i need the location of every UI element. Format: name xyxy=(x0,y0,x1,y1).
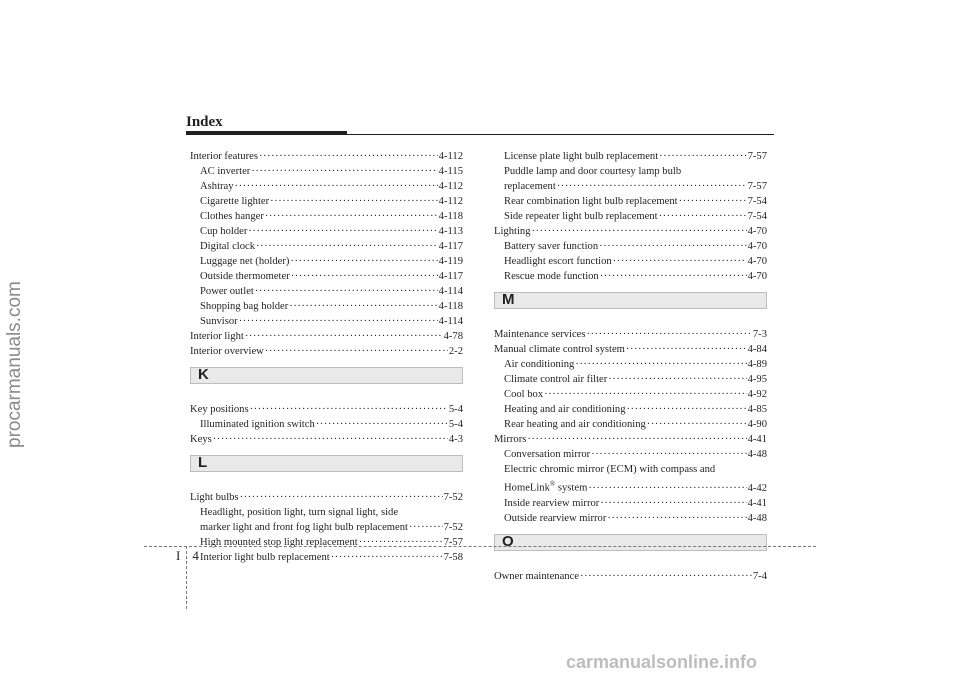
dot-leader xyxy=(291,269,438,284)
entry-label: Cup holder xyxy=(200,226,248,237)
dot-leader xyxy=(316,417,448,432)
entry-label: Climate control air filter xyxy=(504,374,608,385)
index-subentry xyxy=(190,417,463,432)
index-subentry xyxy=(494,511,767,526)
entry-page: 7-4 xyxy=(752,570,767,582)
entry-page: 4-112 xyxy=(438,181,463,192)
entry-label: Shopping bag holder xyxy=(200,301,289,312)
entry-page: 4-85 xyxy=(747,404,767,415)
entry-page: 4-70 xyxy=(747,241,767,252)
index-entry xyxy=(494,342,767,357)
index-subentry xyxy=(190,314,463,329)
entry-page: 4-113 xyxy=(438,226,463,237)
entry-page: 4-41 xyxy=(747,497,767,509)
index-subentry xyxy=(494,149,767,164)
dot-leader xyxy=(580,569,752,584)
entry-page: 7-52 xyxy=(443,522,463,533)
entry-label: Interior light bulb replacement xyxy=(200,552,330,563)
section-letter: M xyxy=(502,291,515,308)
entry-page: 7-57 xyxy=(443,537,463,548)
entry-label: replacement xyxy=(504,181,556,192)
index-subentry xyxy=(190,269,463,284)
index-subentry xyxy=(494,179,767,194)
section-header-m xyxy=(494,292,767,309)
entry-page: 4-70 xyxy=(747,271,767,282)
index-subentry xyxy=(190,194,463,209)
entry-label: Cool box xyxy=(504,389,544,400)
entry-label: Rear heating and air conditioning xyxy=(504,419,646,430)
entry-label: Interior overview xyxy=(190,346,264,357)
entry-label: Mirrors xyxy=(494,434,527,445)
index-subentry xyxy=(190,535,463,550)
index-subentry xyxy=(494,357,767,372)
entry-page: 4-95 xyxy=(747,374,767,385)
entry-page: 5-4 xyxy=(448,404,463,415)
entry-label: Heating and air conditioning xyxy=(504,404,626,415)
dot-leader xyxy=(575,357,746,372)
index-subentry-line: Puddle lamp and door courtesy lamp bulb xyxy=(504,166,682,177)
dot-leader xyxy=(250,402,448,417)
index-subentry xyxy=(494,372,767,387)
dot-leader xyxy=(289,299,437,314)
index-entry xyxy=(494,327,767,342)
dot-leader xyxy=(251,164,437,179)
index-subentry xyxy=(190,299,463,314)
entry-page: 4-114 xyxy=(438,316,463,327)
entry-page: 7-52 xyxy=(443,492,463,503)
entry-label: Rear combination light bulb replacement xyxy=(504,196,678,207)
dot-leader xyxy=(626,342,747,357)
entry-page: 4-84 xyxy=(747,344,767,355)
entry-label: Cigarette lighter xyxy=(200,196,270,207)
dot-leader xyxy=(235,179,438,194)
index-subentry xyxy=(190,209,463,224)
dot-leader xyxy=(588,481,746,496)
entry-label: Inside rearview mirror xyxy=(504,497,600,509)
entry-label: Key positions xyxy=(190,404,249,415)
entry-label: Maintenance services xyxy=(494,329,586,340)
entry-page: 4-117 xyxy=(438,241,463,252)
entry-label: AC inverter xyxy=(200,166,251,177)
index-subentry-line: Headlight, position light, turn signal light, side xyxy=(200,507,399,518)
dot-leader xyxy=(527,432,746,447)
entry-label: marker light and front fog light bulb replacement xyxy=(200,522,408,533)
entry-label: Interior features xyxy=(190,151,258,162)
dot-leader xyxy=(608,372,746,387)
entry-page: 4-89 xyxy=(747,359,767,370)
entry-label: Battery saver function xyxy=(504,241,599,252)
entry-label: Manual climate control system xyxy=(494,344,625,355)
entry-page: 4-112 xyxy=(438,196,463,207)
dot-leader xyxy=(647,417,747,432)
entry-label: Air conditioning xyxy=(504,359,575,370)
entry-label: Clothes hanger xyxy=(200,211,264,222)
entry-page: 4-117 xyxy=(438,271,463,282)
entry-page: 4-48 xyxy=(747,449,767,460)
entry-page: 4-70 xyxy=(747,226,767,237)
section-header-k xyxy=(190,367,463,384)
dot-leader xyxy=(600,496,746,511)
entry-label: Rescue mode function xyxy=(504,271,599,282)
dot-leader xyxy=(599,239,746,254)
entry-page: 4-114 xyxy=(438,286,463,297)
index-entry xyxy=(190,149,463,164)
index-subentry xyxy=(494,387,767,402)
dot-leader xyxy=(557,179,747,194)
dot-leader xyxy=(239,314,438,329)
dot-leader xyxy=(256,239,438,254)
entry-page: 4-41 xyxy=(747,434,767,445)
dot-leader xyxy=(659,149,746,164)
dot-leader xyxy=(613,254,747,269)
index-subentry xyxy=(494,269,767,284)
index-subentry xyxy=(494,447,767,462)
index-entry xyxy=(190,402,463,417)
entry-label: Outside rearview mirror xyxy=(504,512,607,524)
entry-page: 4-78 xyxy=(443,331,463,342)
entry-page: 7-58 xyxy=(443,552,463,563)
index-entry xyxy=(494,224,767,239)
entry-label: Illuminated ignition switch xyxy=(200,419,315,430)
section-letter: O xyxy=(502,532,514,550)
entry-label: Interior light xyxy=(190,331,244,342)
dot-leader xyxy=(544,387,746,402)
dot-leader xyxy=(265,344,448,359)
header-rule-thin xyxy=(347,134,774,135)
entry-label: Outside thermometer xyxy=(200,271,290,282)
section-header-o xyxy=(494,534,767,551)
dot-leader xyxy=(245,329,443,344)
dot-leader xyxy=(627,402,747,417)
index-entry xyxy=(190,432,463,447)
section-letter: K xyxy=(198,366,209,383)
entry-label: Luggage net (holder) xyxy=(200,256,290,267)
index-entry xyxy=(190,329,463,344)
section-marker: I xyxy=(176,548,181,563)
entry-label: Side repeater light bulb replacement xyxy=(504,211,658,222)
dot-leader xyxy=(255,284,438,299)
index-subentry xyxy=(494,209,767,224)
dot-leader xyxy=(290,254,437,269)
entry-label: Conversation mirror xyxy=(504,449,591,460)
entry-label: Owner maintenance xyxy=(494,570,580,582)
footer-divider xyxy=(144,546,816,547)
dot-leader xyxy=(213,432,448,447)
index-subentry xyxy=(494,194,767,209)
index-column-left xyxy=(190,149,463,565)
entry-page: 4-42 xyxy=(747,482,767,494)
index-subentry xyxy=(190,284,463,299)
entry-page: 7-54 xyxy=(747,196,767,207)
index-entry xyxy=(494,432,767,447)
entry-page: 4-3 xyxy=(448,434,463,445)
section-letter: L xyxy=(198,454,208,471)
entry-page: 5-4 xyxy=(448,419,463,430)
entry-page: 4-112 xyxy=(438,151,463,162)
entry-label-text: HomeLink xyxy=(504,482,550,494)
entry-page: 7-3 xyxy=(752,329,767,340)
entry-page: 4-90 xyxy=(747,419,767,430)
entry-page: 4-118 xyxy=(438,211,463,222)
entry-page: 4-70 xyxy=(747,256,767,267)
registered-mark: ® xyxy=(549,480,556,488)
index-subentry xyxy=(190,550,463,565)
entry-label: Lighting xyxy=(494,226,531,237)
index-subentry xyxy=(494,239,767,254)
index-subentry xyxy=(494,496,767,511)
header-rule-thick xyxy=(186,131,347,135)
entry-page: 7-57 xyxy=(747,181,767,192)
entry-label: License plate light bulb replacement xyxy=(504,151,659,162)
section-header-l xyxy=(190,455,463,472)
entry-label-text: system xyxy=(555,482,588,494)
dot-leader xyxy=(270,194,438,209)
page-num: 4 xyxy=(192,548,199,563)
entry-label: Headlight escort function xyxy=(504,256,612,267)
entry-label: Power outlet xyxy=(200,286,254,297)
index-subentry xyxy=(190,520,463,535)
bottom-watermark: carmanualsonline.info xyxy=(566,652,758,672)
entry-page: 4-119 xyxy=(438,256,463,267)
entry-page: 4-92 xyxy=(747,389,767,400)
index-subentry xyxy=(190,179,463,194)
dot-leader xyxy=(591,447,746,462)
index-column-right xyxy=(494,149,767,584)
dot-leader xyxy=(532,224,747,239)
index-entry xyxy=(494,569,767,584)
dot-leader xyxy=(265,209,438,224)
entry-label: Light bulbs xyxy=(190,492,239,503)
page-title: Index xyxy=(186,114,223,130)
side-watermark: procarmanuals.com xyxy=(4,281,25,448)
index-subentry xyxy=(494,254,767,269)
dot-leader xyxy=(259,149,438,164)
dot-leader xyxy=(586,327,751,342)
entry-page: 2-2 xyxy=(448,346,463,357)
page-number xyxy=(176,548,199,564)
entry-label: Ashtray xyxy=(200,181,234,192)
entry-label: Keys xyxy=(190,434,212,445)
dot-leader xyxy=(659,209,747,224)
index-subentry xyxy=(494,402,767,417)
index-entry xyxy=(190,490,463,505)
entry-page: 7-54 xyxy=(747,211,767,222)
index-subentry xyxy=(494,477,767,496)
index-subentry xyxy=(190,239,463,254)
dot-leader xyxy=(409,520,443,535)
dot-leader xyxy=(331,550,443,565)
dot-leader xyxy=(248,224,437,239)
index-entry xyxy=(190,344,463,359)
dot-leader xyxy=(240,490,443,505)
index-subentry xyxy=(494,417,767,432)
entry-label xyxy=(504,477,587,496)
dot-leader xyxy=(679,194,747,209)
entry-page: 7-57 xyxy=(747,151,767,162)
dot-leader xyxy=(607,511,746,526)
entry-label: Digital clock xyxy=(200,241,256,252)
index-subentry xyxy=(190,254,463,269)
entry-label: Sunvisor xyxy=(200,316,238,327)
dot-leader xyxy=(359,535,443,550)
index-subentry xyxy=(190,224,463,239)
index-subentry-line: Electric chromic mirror (ECM) with compass and xyxy=(504,464,716,475)
dot-leader xyxy=(600,269,747,284)
entry-page: 4-115 xyxy=(438,166,463,177)
entry-page: 4-48 xyxy=(747,512,767,524)
entry-page: 4-118 xyxy=(438,301,463,312)
index-subentry xyxy=(190,164,463,179)
entry-label: High mounted stop light replacement xyxy=(200,537,358,548)
